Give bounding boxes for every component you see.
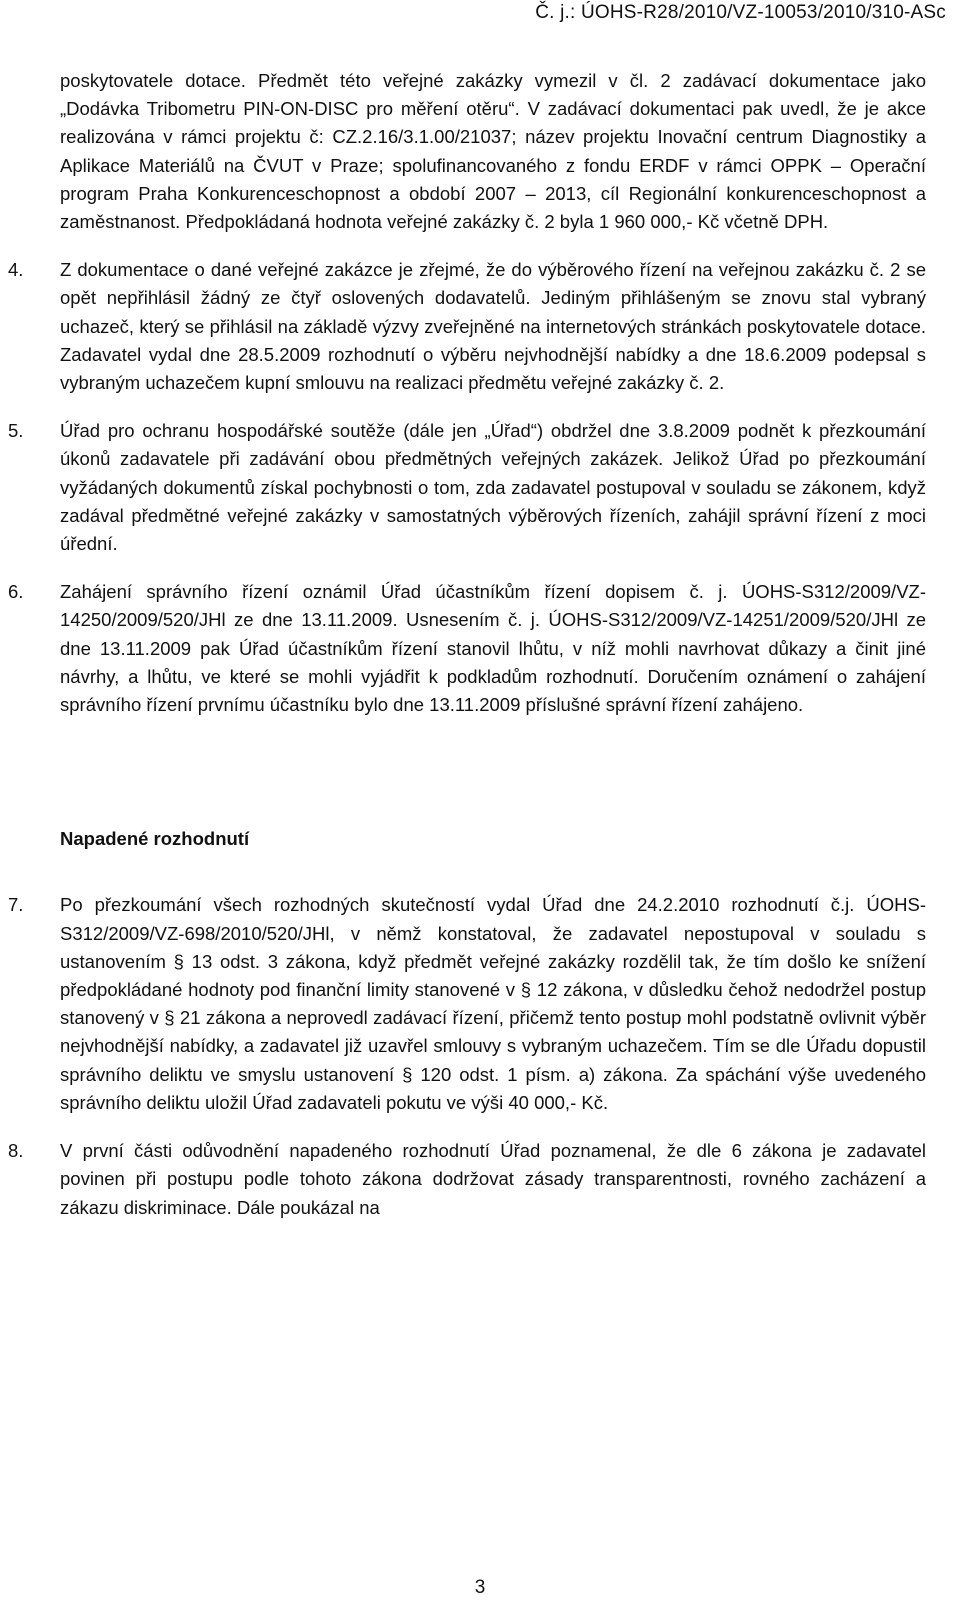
paragraph-number: 4. (8, 259, 24, 281)
paragraph-text: Úřad pro ochranu hospodářské soutěže (dále jen „Úřad“) obdržel dne 3.8.2009 podnět k přezkoumání úkonů zadavatele při zadávání obou předmětných veřejných zakázek. Jelikož Úřad po přezkoumání vyžádaných dokumentů získal pochybnosti o tom, zda zadavatel postupoval v souladu se zákonem, když zadával předmětné veřejné zakázky v samostatných výběrových řízeních, zahájil správní řízení z moci úřední. (60, 420, 926, 555)
numbered-paragraph-5 (8, 417, 926, 558)
numbered-paragraph-8 (8, 1137, 926, 1222)
document-body (8, 67, 926, 1242)
paragraph-text: Po přezkoumání všech rozhodných skutečností vydal Úřad dne 24.2.2010 rozhodnutí č.j. ÚOHS-S312/2009/VZ-698/2010/520/JHl, v němž konstatoval, že zadavatel nepostupoval v souladu s ustanovením § 13 odst. 3 zákona, když předmět veřejné zakázky rozdělil tak, že tím došlo ke snížení předpokládané hodnoty pod finanční limity stanovené v § 12 zákona, v důsledku čehož nedodržel postup stanovený v § 21 zákona a neprovedl zadávací řízení, přičemž tento postup mohl podstatně ovlivnit výběr nejvhodnější nabídky, a zadavatel již uzavřel smlouvy s vybraným uchazečem. Tím se dle Úřadu dopustil správního deliktu ve smyslu ustanovení § 120 odst. 1 písm. a) zákona. Za spáchání výše uvedeného správního deliktu uložil Úřad zadavateli pokutu ve výši 40 000,- Kč. (60, 894, 926, 1113)
paragraph-text: Z dokumentace o dané veřejné zakázce je zřejmé, že do výběrového řízení na veřejnou zakázku č. 2 se opět nepřihlásil žádný ze čtyř oslovených dodavatelů. Jediným přihlášeným se znovu stal vybraný uchazeč, který se přihlásil na základě výzvy zveřejněné na internetových stránkách poskytovatele dotace. Zadavatel vydal dne 28.5.2009 rozhodnutí o výběru nejvhodnější nabídky a dne 18.6.2009 podepsal s vybraným uchazečem kupní smlouvu na realizaci předmětu veřejné zakázky č. 2. (60, 259, 926, 394)
page-number: 3 (474, 1577, 486, 1598)
paragraph-number: 6. (8, 581, 24, 603)
document-reference-header: Č. j.: ÚOHS-R28/2010/VZ-10053/2010/310-ASc (535, 2, 946, 23)
continuation-paragraph: poskytovatele dotace. Předmět této veřejné zakázky vymezil v čl. 2 zadávací dokumentace jako „Dodávka Tribometru PIN-ON-DISC pro měření otěru“. V zadávací dokumentaci pak uvedl, že je akce realizována v rámci projektu č: CZ.2.16/3.1.00/21037; název projektu Inovační centrum Diagnostiky a Aplikace Materiálů na ČVUT v Praze; spolufinancovaného z fondu ERDF v rámci OPPK – Operační program Praha Konkurenceschopnost a období 2007 – 2013, cíl Regionální konkurenceschopnost a zaměstnanost. Předpokládaná hodnota veřejné zakázky č. 2 byla 1 960 000,- Kč včetně DPH. (60, 70, 926, 233)
numbered-paragraph-7 (8, 891, 926, 1117)
section-heading: Napadené rozhodnutí (60, 828, 250, 850)
paragraph-number: 5. (8, 420, 24, 442)
paragraph-number: 7. (8, 894, 24, 916)
numbered-paragraph-6 (8, 578, 926, 719)
paragraph-number: 8. (8, 1140, 24, 1162)
paragraph-text: V první části odůvodnění napadeného rozhodnutí Úřad poznamenal, že dle 6 zákona je zadavatel povinen při postupu podle tohoto zákona dodržovat zásady transparentnosti, rovného zacházení a zákazu diskriminace. Dále poukázal na (60, 1140, 926, 1218)
numbered-paragraph-4 (8, 256, 926, 397)
paragraph-text: Zahájení správního řízení oznámil Úřad účastníkům řízení dopisem č. j. ÚOHS-S312/2009/VZ-14250/2009/520/JHl ze dne 13.11.2009. Usnesením č. j. ÚOHS-S312/2009/VZ-14251/2009/520/JHl ze dne 13.11.2009 pak Úřad účastníkům řízení stanovil lhůtu, v níž mohli navrhovat důkazy a činit jiné návrhy, a lhůtu, ve které se mohli vyjádřit k podkladům rozhodnutí. Doručením oznámení o zahájení správního řízení prvnímu účastníku bylo dne 13.11.2009 příslušné správní řízení zahájeno. (60, 581, 926, 716)
